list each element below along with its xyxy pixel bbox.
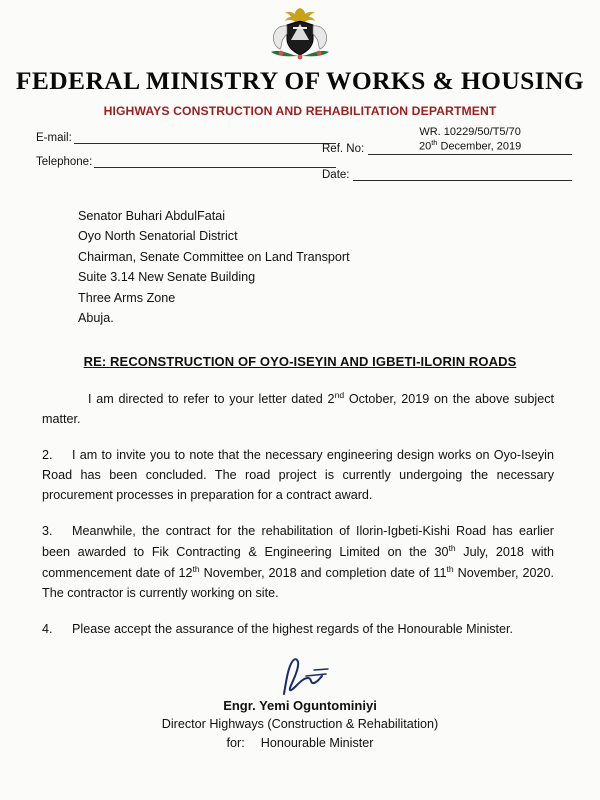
p2-number: 2. [42,448,53,463]
for-whom: Honourable Minister [260,735,374,750]
p3-ordinal-3: th [446,563,454,574]
signatory-title: Director Highways (Construction & Rehabilitation) [161,716,439,731]
department-title: HIGHWAYS CONSTRUCTION AND REHABILITATION DEPARTMENT [103,104,497,118]
date-label: Date: [322,168,350,181]
p4-text: Please accept the assurance of the highest regards of the Honourable Minister. [72,621,514,636]
ref-label: Ref. No: [322,142,365,155]
p3-text-c: November, 2018 and completion date of 11 [199,566,447,581]
addressee-line: Suite 3.14 New Senate Building [78,270,256,285]
p2-text: I am to invite you to note that the necessary engineering design works on Oyo-Iseyin Road has been concluded. The road project is currently undergoing the necessary procurement processes in preparation for a contract award. [42,448,554,503]
crest-container [0,0,600,64]
p3-number: 3. [42,523,53,538]
p3-text-b: July, 2018 with commencement date of 12 [42,545,554,581]
paragraph-1 [42,389,554,430]
signature-mark-icon [0,656,600,696]
paragraph-3 [42,522,554,604]
addressee-line: Oyo North Senatorial District [78,229,238,244]
telephone-rule [94,156,336,168]
p1-ordinal: nd [334,390,345,401]
p1-text-a: I am directed to refer to your letter dated 2 [88,392,335,407]
p3-ordinal-2: th [192,563,200,574]
p3-text-d: November, 2020. The contractor is currently working on site. [42,566,554,601]
p1-text-b: October, 2019 on the above subject matter. [42,392,554,427]
email-row [36,132,336,144]
p4-number: 4. [42,621,53,636]
paragraph-2 [42,446,554,506]
p3-ordinal-1: th [448,542,456,553]
addressee-line: Senator Buhari AbdulFatai [78,209,226,223]
signatory-name: Engr. Yemi Oguntominiyi [223,697,377,713]
ref-number: WR. 10229/50/T5/70 [419,126,521,138]
email-rule [74,132,336,144]
date-rule [353,169,573,181]
letter-body [42,389,554,639]
meta-right [322,126,572,181]
email-label: E-mail: [36,132,72,144]
addressee-line: Abuja. [78,310,114,325]
telephone-label: Telephone: [36,156,93,168]
ref-date-ordinal: th [431,137,438,147]
subject-line: RE: RECONSTRUCTION OF OYO-ISEYIN AND IGBETI-ILORIN ROADS [83,354,517,370]
letter-meta [0,126,600,184]
coat-of-arms-icon [257,6,343,60]
ref-row [322,126,572,155]
addressee-line: Three Arms Zone [78,290,176,305]
for-label: for: [226,735,245,750]
telephone-row [36,156,336,168]
date-row [322,169,572,181]
signature-block [0,656,600,750]
meta-left [36,132,336,180]
ref-date: 20th December, 2019 [418,137,522,153]
ref-value [368,126,572,155]
p3-text-a: Meanwhile, the contract for the rehabilitation of Ilorin-Igbeti-Kishi Road has earlier been awarded to Fik Contracting & Engineering Limited on the 30 [42,523,554,560]
addressee-block [78,206,600,328]
addressee-line: Chairman, Senate Committee on Land Transport [78,249,350,264]
signatory-for [0,736,600,750]
paragraph-4 [42,620,554,640]
ministry-title: FEDERAL MINISTRY OF WORKS & HOUSING [15,66,585,95]
